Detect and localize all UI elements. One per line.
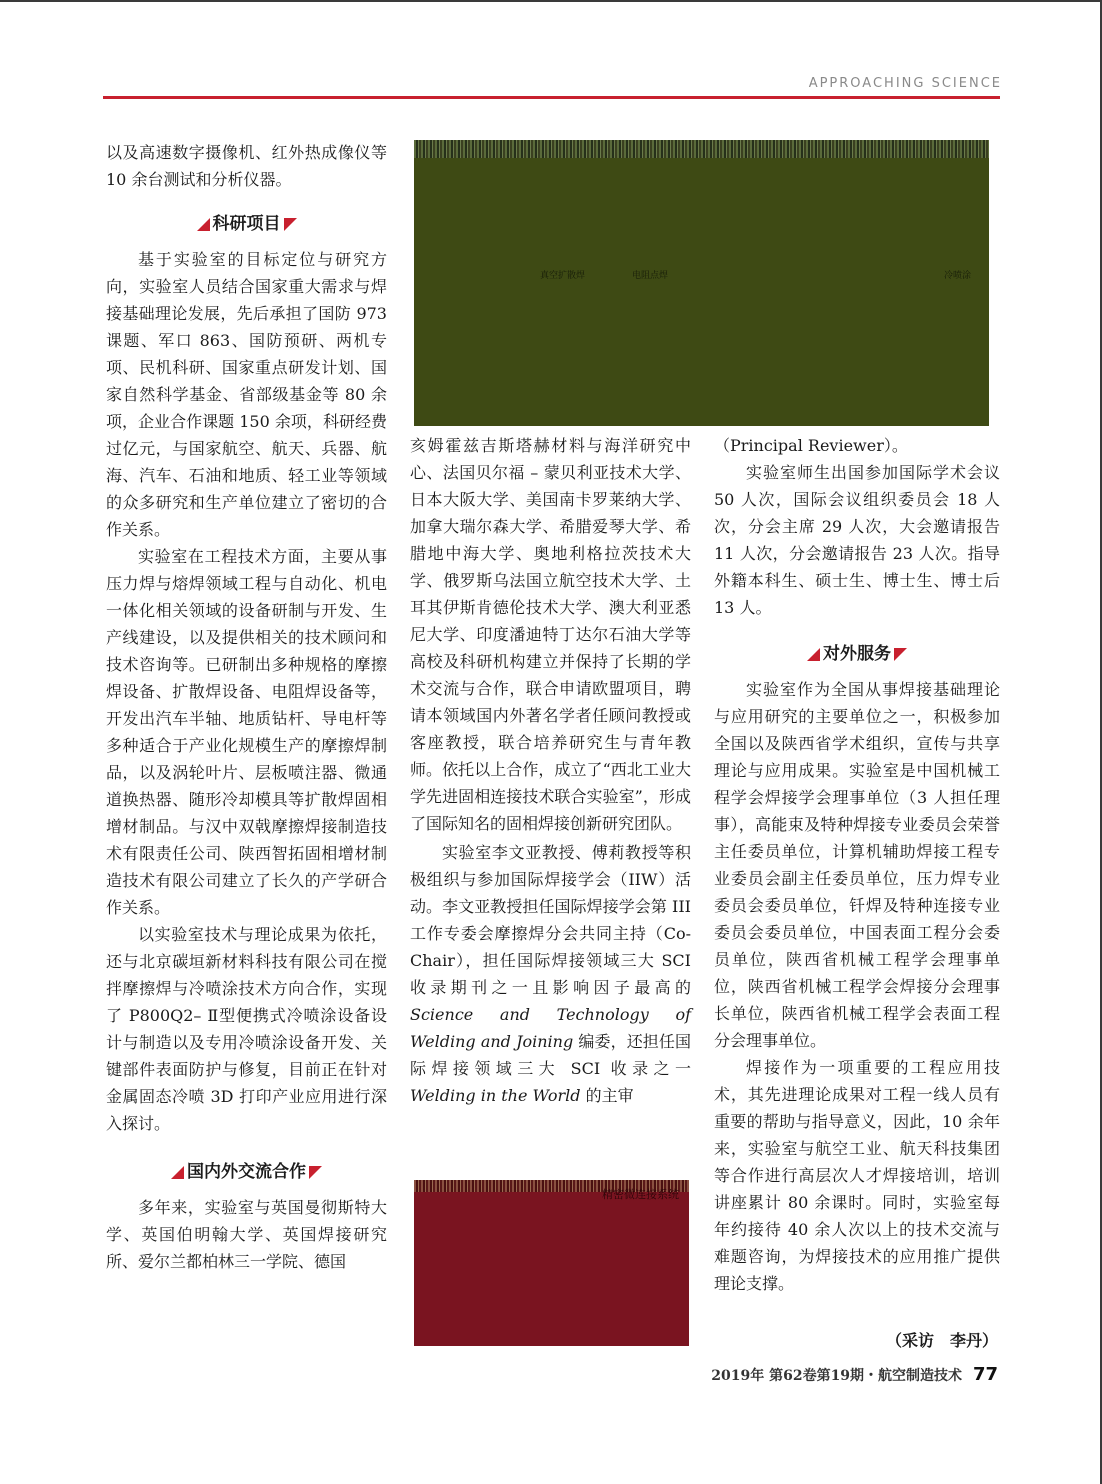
triangle-left-icon [197, 218, 210, 231]
photo-label: 冷喷涂 [944, 271, 972, 281]
paragraph: （Principal Reviewer）。 [714, 436, 908, 455]
section-heading-service [714, 641, 1000, 668]
photo-label: 电阻点焊 [632, 271, 669, 281]
header-rule [103, 96, 1000, 99]
triangle-right-icon [309, 1166, 322, 1179]
top-border [0, 0, 1102, 2]
running-head: APPROACHING SCIENCE [808, 76, 1002, 91]
column-left [106, 139, 387, 1275]
paragraph: 多年来，实验室与英国曼彻斯特大学、英国伯明翰大学、英国焊接研究所、爱尔兰都柏林三一学院、德国 [106, 1198, 387, 1271]
heading-text: 科研项目 [212, 214, 281, 234]
section-heading-research [106, 211, 387, 238]
column-middle [410, 432, 691, 1109]
paragraph: 实验室作为全国从事焊接基础理论与应用研究的主要单位之一，积极参加全国以及陕西省学术组织，宣传与共享理论与应用成果。实验室是中国机械工程学会焊接学会理事单位（3 人担任理事），高能束及特种焊接专业委员会荣誉主任委员单位，计算机辅助焊接工程专业委员会副主任委员单位，压力焊专业委员会委员单位，钎焊及特种连接专业委员会委员单位，中国表面工程分会委员单位，陕西省机械工程学会理事单位，陕西省机械工程学会焊接分会理事长单位，陕西省机械工程学会表面工程分会理事单位。 [714, 680, 1000, 1050]
section-heading-exchange [106, 1159, 387, 1186]
photo-label: 真空扩散焊 [540, 271, 586, 281]
photo-label: 精密微连接系统 [602, 1188, 679, 1201]
paragraph: 基于实验室的目标定位与研究方向，实验室人员结合国家重大需求与焊接基础理论发展，先后承担了国防 973 课题、军口 863、国防预研、两机专项、民机科研、国家重点研发计划、国家自然科学基金、省部级基金等 80 余项，企业合作课题 150 余项，科研经费过亿元，与国家航空、航天、兵器、航海、汽车、石油和地质、轻工业等领域的众多研究和生产单位建立了密切的合作关系。 [106, 250, 387, 539]
photo-artifact [414, 140, 989, 158]
heading-text: 对外服务 [823, 644, 891, 664]
page-number: 77 [972, 1364, 998, 1385]
heading-text: 国内外交流合作 [187, 1162, 306, 1182]
byline: （采访 李丹） [885, 1331, 998, 1350]
journal-title: Welding in the World [410, 1086, 581, 1105]
issue-info: 2019年 第62卷第19期・航空制造技术 [711, 1368, 963, 1384]
paragraph: 实验室师生出国参加国际学术会议 50 人次，国际会议组织委员会 18 人次，分会主席 29 人次，大会邀请报告 11 人次，分会邀请报告 23 人次。指导外籍本科生、硕士生、博士生、博士后 13 人。 [714, 463, 1000, 617]
triangle-left-icon [807, 648, 820, 661]
equipment-photo [414, 140, 989, 426]
paragraph: 焊接作为一项重要的工程应用技术，其先进理论成果对工程一线人员有重要的帮助与指导意义，因此，10 余年来，实验室与航空工业、航天科技集团等合作进行高层次人才焊接培训，培训讲座累计 80 余课时。同时，实验室每年约接待 40 余人次以上的技术交流与难题咨询，为焊接技术的应用推广提供理论支撑。 [714, 1058, 1000, 1293]
column-right [714, 432, 1000, 1297]
paragraph [410, 839, 691, 1109]
paragraph: 亥姆霍兹吉斯塔赫材料与海洋研究中心、法国贝尔福 – 蒙贝利亚技术大学、日本大阪大学、美国南卡罗莱纳大学、加拿大瑞尔森大学、希腊爱琴大学、希腊地中海大学、奥地利格拉茨技术大学、俄罗斯乌法国立航空技术大学、土耳其伊斯肯德伦技术大学、澳大利亚悉尼大学、印度潘迪特丁达尔石油大学等高校及科研机构建立并保持了长期的学术交流与合作，联合申请欧盟项目，聘请本领域国内外著名学者任顾问教授或客座教授，联合培养研究生与青年教师。依托以上合作，成立了“西北工业大学先进固相连接技术联合实验室”，形成了国际知名的固相焊接创新研究团队。 [410, 436, 691, 833]
paragraph: 以及高速数字摄像机、红外热成像仪等 10 余台测试和分析仪器。 [106, 143, 387, 189]
page-footer [711, 1364, 998, 1385]
text-run: 实验室李文亚教授、傅莉教授等积极组织与参加国际焊接学会（IIW）活动。李文亚教授担任国际焊接学会第 III 工作专委会摩擦焊分会共同主持（Co-Chair），担任国际焊接领域三大 SCI 收录期刊之一且影响因子最高的 [410, 843, 691, 997]
micro-joining-photo [414, 1180, 689, 1346]
paragraph: 实验室在工程技术方面，主要从事压力焊与熔焊领域工程与自动化、机电一体化相关领域的设备研制与开发、生产线建设，以及提供相关的技术顾问和技术咨询等。已研制出多种规格的摩擦焊设备、扩散焊设备、电阻焊设备等，开发出汽车半轴、地质钻杆、导电杆等多种适合于产业化规模生产的摩擦焊制品，以及涡轮叶片、层板喷注器、微通道换热器、随形冷却模具等扩散焊固相增材制品。与汉中双戟摩擦焊接制造技术有限责任公司、陕西智拓固相增材制造技术有限公司建立了长久的产学研合作关系。 [106, 547, 387, 917]
text-run: 的主审 [580, 1086, 634, 1105]
text-run: 编委，还担任国际焊接领域三大 SCI 收录之一 [410, 1032, 691, 1078]
triangle-left-icon [171, 1166, 184, 1179]
journal-title: Science and Technology of Welding and Joining [410, 1005, 691, 1051]
paragraph: 以实验室技术与理论成果为依托，还与北京碳垣新材料科技有限公司在搅拌摩擦焊与冷喷涂技术方向合作，实现了 P800Q2– Ⅱ型便携式冷喷涂设备设计与制造以及专用冷喷涂设备开发、关键部件表面防护与修复，目前正在针对金属固态冷喷 3D 打印产业应用进行深入探讨。 [106, 925, 387, 1133]
triangle-right-icon [894, 648, 907, 661]
triangle-right-icon [284, 218, 297, 231]
